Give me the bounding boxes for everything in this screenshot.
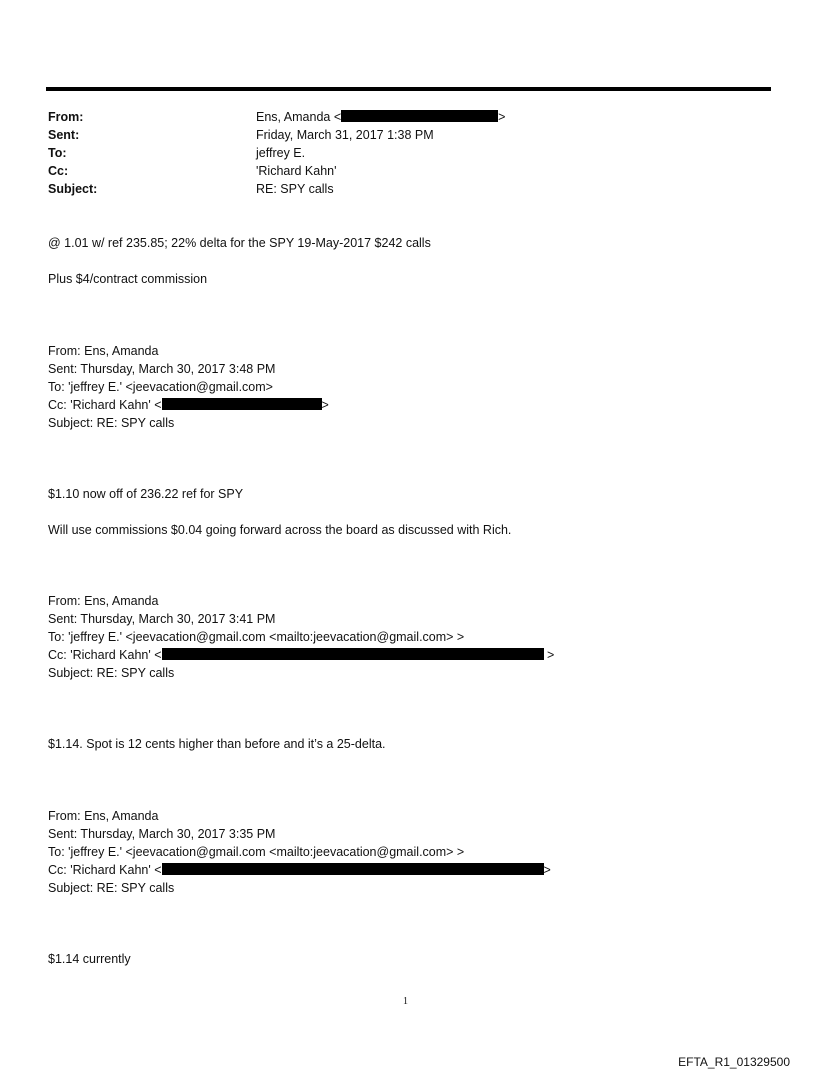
quoted-from: From: Ens, Amanda xyxy=(48,344,159,358)
body-line-2: Plus $4/contract commission xyxy=(48,272,208,286)
quoted-header-2 xyxy=(48,592,554,682)
quoted-cc-close: > xyxy=(543,648,555,662)
header-rule xyxy=(46,87,771,91)
body-line-1: @ 1.01 w/ ref 235.85; 22% delta for the SPY 19-May-2017 $242 calls xyxy=(48,236,431,250)
quoted-header-1 xyxy=(48,342,329,432)
quoted-cc-close: > xyxy=(321,398,329,412)
quoted-body-3: $1.14 currently xyxy=(48,952,131,966)
quoted-subject: Subject: RE: SPY calls xyxy=(48,416,175,430)
from-name: Ens, Amanda < xyxy=(256,110,342,124)
cc-label: Cc: xyxy=(48,164,69,178)
quoted-cc xyxy=(48,861,551,879)
cc-value: 'Richard Kahn' xyxy=(256,164,337,178)
redaction-bar xyxy=(162,648,544,660)
page-number: 1 xyxy=(403,996,408,1007)
from-close: > xyxy=(498,110,506,124)
quoted-cc-text: Cc: 'Richard Kahn' < xyxy=(48,648,162,662)
to-value: jeffrey E. xyxy=(256,146,306,160)
sent-value: Friday, March 31, 2017 1:38 PM xyxy=(256,128,434,142)
quoted-cc xyxy=(48,646,554,664)
sent-label: Sent: xyxy=(48,128,80,142)
from-label: From: xyxy=(48,110,84,124)
bates-number: EFTA_R1_01329500 xyxy=(678,1055,790,1069)
quoted-from: From: Ens, Amanda xyxy=(48,594,159,608)
quoted-body-1b: Will use commissions $0.04 going forward across the board as discussed with Rich. xyxy=(48,523,512,537)
quoted-to: To: 'jeffrey E.' <jeevacation@gmail.com <mailto:jeevacation@gmail.com> > xyxy=(48,845,465,859)
quoted-header-3 xyxy=(48,807,551,897)
quoted-body-2: $1.14. Spot is 12 cents higher than before and it’s a 25-delta. xyxy=(48,737,386,751)
quoted-body-1a: $1.10 now off of 236.22 ref for SPY xyxy=(48,487,244,501)
redaction-bar xyxy=(162,398,322,410)
from-value xyxy=(256,108,505,126)
subject-value: RE: SPY calls xyxy=(256,182,334,196)
redaction-bar xyxy=(341,110,498,122)
quoted-sent: Sent: Thursday, March 30, 2017 3:48 PM xyxy=(48,362,276,376)
quoted-subject: Subject: RE: SPY calls xyxy=(48,666,175,680)
quoted-to: To: 'jeffrey E.' <jeevacation@gmail.com <mailto:jeevacation@gmail.com> > xyxy=(48,630,465,644)
quoted-subject: Subject: RE: SPY calls xyxy=(48,881,175,895)
quoted-to: To: 'jeffrey E.' <jeevacation@gmail.com> xyxy=(48,380,273,394)
quoted-cc-close: > xyxy=(543,863,551,877)
subject-label: Subject: xyxy=(48,182,98,196)
to-label: To: xyxy=(48,146,67,160)
quoted-sent: Sent: Thursday, March 30, 2017 3:35 PM xyxy=(48,827,276,841)
quoted-from: From: Ens, Amanda xyxy=(48,809,159,823)
quoted-sent: Sent: Thursday, March 30, 2017 3:41 PM xyxy=(48,612,276,626)
quoted-cc-text: Cc: 'Richard Kahn' < xyxy=(48,398,162,412)
redaction-bar xyxy=(162,863,544,875)
quoted-cc xyxy=(48,396,329,414)
quoted-cc-text: Cc: 'Richard Kahn' < xyxy=(48,863,162,877)
